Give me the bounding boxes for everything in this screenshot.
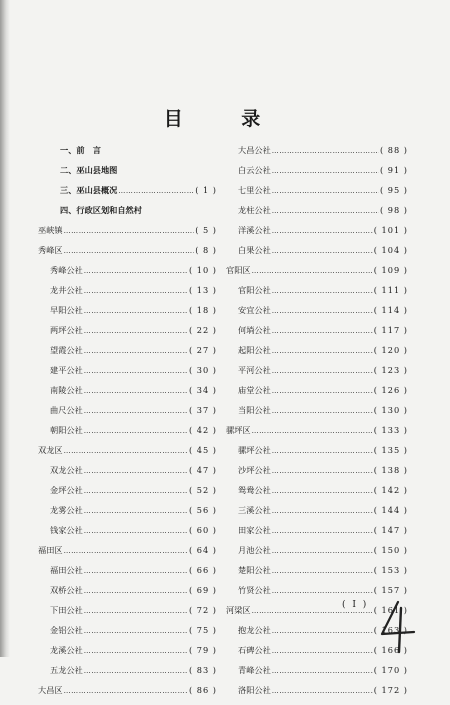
toc-leader-dots [84,607,188,615]
toc-entry [226,405,408,425]
toc-entry-label: 石碑公社 [238,645,271,655]
toc-leader-dots [272,627,373,635]
toc-entry-label: 河梁区 [226,605,251,615]
toc-entry-label: 福田公社 [50,565,83,575]
toc-leader-dots [272,447,373,455]
toc-entry-page: ( 109 ) [373,265,408,275]
toc-entry-page: ( 64 ) [188,545,217,555]
toc-entry [38,265,217,285]
toc-entry [38,185,217,205]
toc-entry-label: 七里公社 [238,185,271,195]
toc-entry-page: ( 117 ) [373,325,408,335]
page-title: 目 录 [163,108,287,130]
toc-leader-dots [84,407,188,415]
toc-leader-dots [272,507,373,515]
toc-entry [38,205,217,225]
toc-entry [38,605,217,625]
toc-entry [38,325,217,345]
toc-leader-dots [272,227,373,235]
toc-entry-page: ( 5 ) [195,225,217,235]
toc-entry [226,345,408,365]
toc-leader-dots [118,187,194,195]
toc-leader-dots [272,567,373,575]
toc-entry [226,505,408,525]
toc-entry [226,265,408,285]
toc-entry-page: ( 13 ) [188,285,217,295]
toc-entry [38,405,217,425]
toc-entry-page: ( 130 ) [373,405,408,415]
toc-entry-label: 早阳公社 [50,305,83,315]
toc-entry-page: ( 126 ) [373,385,408,395]
toc-entry [38,565,217,585]
toc-entry-page: ( 120 ) [373,345,408,355]
toc-leader-dots [84,527,188,535]
toc-entry-page: ( 163 ) [373,625,408,635]
toc-leader-dots [272,667,373,675]
toc-leader-dots [84,347,188,355]
toc-leader-dots [272,287,373,295]
toc-entry-label: 双龙区 [38,445,63,455]
toc-entry-page: ( 88 ) [379,145,408,155]
toc-leader-dots [272,167,379,175]
toc-entry [226,465,408,485]
toc-entry-page: ( 161 ) [373,605,408,615]
toc-entry-page: ( 75 ) [188,625,217,635]
toc-entry-label: 骡坪公社 [238,445,271,455]
toc-entry-page: ( 144 ) [373,505,408,515]
toc-entry-label: 金坪公社 [50,485,83,495]
toc-entry-page: ( 47 ) [188,465,217,475]
toc-entry-label: 福田区 [38,545,63,555]
toc-entry-page: ( 150 ) [373,545,408,555]
toc-entry [226,445,408,465]
toc-entry-label: 洋溪公社 [238,225,271,235]
toc-entry-label: 望霞公社 [50,345,83,355]
toc-leader-dots [84,307,188,315]
toc-entry-page: ( 56 ) [188,505,217,515]
toc-leader-dots [64,447,188,455]
toc-leader-dots [64,687,188,695]
toc-entry-label: 白云公社 [238,165,271,175]
toc-entry-page: ( 98 ) [379,205,408,215]
toc-entry [226,485,408,505]
toc-entry-label: 巫峡镇 [38,225,63,235]
toc-entry-label: 沙坪公社 [238,465,271,475]
toc-entry [226,185,408,205]
toc-leader-dots [272,407,373,415]
toc-entry [226,165,408,185]
toc-leader-dots [84,487,188,495]
toc-entry-label: 官阳公社 [238,285,271,295]
toc-entry-label: 庙堂公社 [238,385,271,395]
toc-leader-dots [272,307,373,315]
toc-entry [226,665,408,685]
toc-entry-page: ( 22 ) [188,325,217,335]
toc-leader-dots [272,547,373,555]
toc-entry-page: ( 86 ) [188,685,217,695]
toc-entry [226,365,408,385]
toc-entry-label: 月池公社 [238,545,271,555]
toc-entry-page: ( 34 ) [188,385,217,395]
toc-entry-label: 双龙公社 [50,465,83,475]
toc-entry [226,285,408,305]
toc-entry [38,465,217,485]
toc-leader-dots [272,687,373,695]
toc-entry-page: ( 60 ) [188,525,217,535]
footer-page-number: ( I ) [342,600,369,610]
toc-leader-dots [84,387,188,395]
toc-entry-page: ( 83 ) [188,665,217,675]
toc-entry-label: 南陵公社 [50,385,83,395]
toc-leader-dots [84,567,188,575]
toc-entry-page: ( 170 ) [373,665,408,675]
toc-leader-dots [272,587,373,595]
toc-entry [226,305,408,325]
toc-entry-label: 楚阳公社 [238,565,271,575]
toc-entry [38,425,217,445]
toc-entry-label: 一、前 言 [60,145,101,155]
toc-entry-label: 下田公社 [50,605,83,615]
toc-entry [226,145,408,165]
toc-entry-page: ( 142 ) [373,485,408,495]
toc-entry-page: ( 10 ) [188,265,217,275]
toc-entry-page: ( 172 ) [373,685,408,695]
toc-entry-page: ( 111 ) [373,285,408,295]
toc-entry [226,525,408,545]
toc-entry [38,365,217,385]
toc-entry-label: 建平公社 [50,365,83,375]
toc-entry-page: ( 18 ) [188,305,217,315]
toc-entry-label: 双桥公社 [50,585,83,595]
handwritten-page-mark [374,598,422,654]
toc-entry-label: 骡坪区 [226,425,251,435]
toc-leader-dots [84,647,188,655]
toc-leader-dots [272,347,373,355]
toc-leader-dots [84,267,188,275]
toc-entry-label: 钱家公社 [50,525,83,535]
toc-entry-page: ( 114 ) [373,305,408,315]
toc-entry-label: 龙雾公社 [50,505,83,515]
toc-entry [226,205,408,225]
toc-leader-dots [84,507,188,515]
toc-entry [38,145,217,165]
toc-leader-dots [64,547,188,555]
toc-entry [38,345,217,365]
toc-entry-label: 朝阳公社 [50,425,83,435]
toc-entry-label: 秀峰公社 [50,265,83,275]
toc-entry [38,625,217,645]
toc-entry [226,245,408,265]
toc-leader-dots [272,247,373,255]
toc-entry [38,285,217,305]
toc-leader-dots [84,627,188,635]
toc-entry [38,525,217,545]
toc-leader-dots [252,427,373,435]
toc-entry-label: 金铝公社 [50,625,83,635]
toc-entry-page: ( 52 ) [188,485,217,495]
toc-entry-label: 当阳公社 [238,405,271,415]
toc-leader-dots [272,387,373,395]
toc-entry [38,585,217,605]
toc-entry-label: 安宜公社 [238,305,271,315]
toc-entry-label: 田家公社 [238,525,271,535]
toc-entry-label: 龙柱公社 [238,205,271,215]
toc-leader-dots [272,147,379,155]
toc-leader-dots [84,587,188,595]
toc-entry-label: 两坪公社 [50,325,83,335]
toc-entry-label: 龙井公社 [50,285,83,295]
toc-entry-page: ( 42 ) [188,425,217,435]
toc-entry-label: 官阳区 [226,265,251,275]
toc-leader-dots [84,427,188,435]
toc-entry-page: ( 95 ) [379,185,408,195]
toc-entry-label: 秀峰区 [38,245,63,255]
toc-entry-label: 三溪公社 [238,505,271,515]
toc-entry-page: ( 133 ) [373,425,408,435]
page-edge-shadow [0,0,10,657]
toc-entry [226,425,408,445]
toc-entry-page: ( 91 ) [379,165,408,175]
toc-entry-page: ( 79 ) [188,645,217,655]
toc-leader-dots [84,467,188,475]
toc-entry [38,665,217,685]
toc-entry-page: ( 104 ) [373,245,408,255]
toc-entry-page: ( 123 ) [373,365,408,375]
toc-leader-dots [272,487,373,495]
toc-entry [226,565,408,585]
toc-entry [38,165,217,185]
toc-leader-dots [252,267,373,275]
toc-entry [226,545,408,565]
toc-leader-dots [64,247,195,255]
toc-entry [38,245,217,265]
toc-entry-page: ( 1 ) [195,185,217,195]
toc-entry [38,385,217,405]
toc-entry-page: ( 45 ) [188,445,217,455]
toc-entry-page: ( 153 ) [373,565,408,575]
toc-entry [226,385,408,405]
toc-entry-label: 起阳公社 [238,345,271,355]
toc-entry-label: 二、巫山县地图 [60,165,118,175]
toc-entry-label: 青峰公社 [238,665,271,675]
toc-entry [38,445,217,465]
toc-entry [38,505,217,525]
toc-entry-page: ( 157 ) [373,585,408,595]
toc-entry-label: 洛阳公社 [238,685,271,695]
toc-entry [38,305,217,325]
toc-leader-dots [272,527,373,535]
toc-leader-dots [272,467,373,475]
toc-entry-label: 三、巫山县概况 [60,185,118,195]
toc-entry-page: ( 101 ) [373,225,408,235]
toc-entry [38,685,217,705]
toc-entry [226,325,408,345]
toc-entry-label: 何埫公社 [238,325,271,335]
toc-leader-dots [64,227,195,235]
toc-leader-dots [84,287,188,295]
toc-entry-page: ( 138 ) [373,465,408,475]
toc-entry [38,545,217,565]
toc-entry-label: 龙溪公社 [50,645,83,655]
toc-entry-page: ( 135 ) [373,445,408,455]
toc-entry-label: 大昌公社 [238,145,271,155]
toc-entry [226,225,408,245]
toc-entry-label: 抱龙公社 [238,625,271,635]
toc-entry [38,225,217,245]
toc-leader-dots [272,367,373,375]
toc-entry-label: 五龙公社 [50,665,83,675]
toc-entry-page: ( 27 ) [188,345,217,355]
toc-leader-dots [84,327,188,335]
toc-entry-label: 鸳鸯公社 [238,485,271,495]
toc-entry [38,645,217,665]
toc-entry-page: ( 147 ) [373,525,408,535]
toc-entry-label: 曲尺公社 [50,405,83,415]
toc-entry-label: 平河公社 [238,365,271,375]
toc-entry [38,485,217,505]
toc-entry-page: ( 30 ) [188,365,217,375]
toc-leader-dots [272,207,379,215]
toc-entry-page: ( 166 ) [373,645,408,655]
toc-entry-label: 大昌区 [38,685,63,695]
toc-entry [226,685,408,705]
toc-entry-page: ( 37 ) [188,405,217,415]
toc-entry-page: ( 72 ) [188,605,217,615]
toc-left-column [38,145,217,705]
toc-entry-page: ( 66 ) [188,565,217,575]
toc-leader-dots [84,667,188,675]
toc-leader-dots [272,327,373,335]
toc-entry-label: 竹贤公社 [238,585,271,595]
toc-leader-dots [272,647,373,655]
toc-entry-label: 白果公社 [238,245,271,255]
toc-leader-dots [272,187,379,195]
toc-entry-page: ( 69 ) [188,585,217,595]
toc-entry-label: 四、行政区划和自然村 [60,205,142,215]
toc-entry-page: ( 8 ) [195,245,217,255]
toc-leader-dots [84,367,188,375]
